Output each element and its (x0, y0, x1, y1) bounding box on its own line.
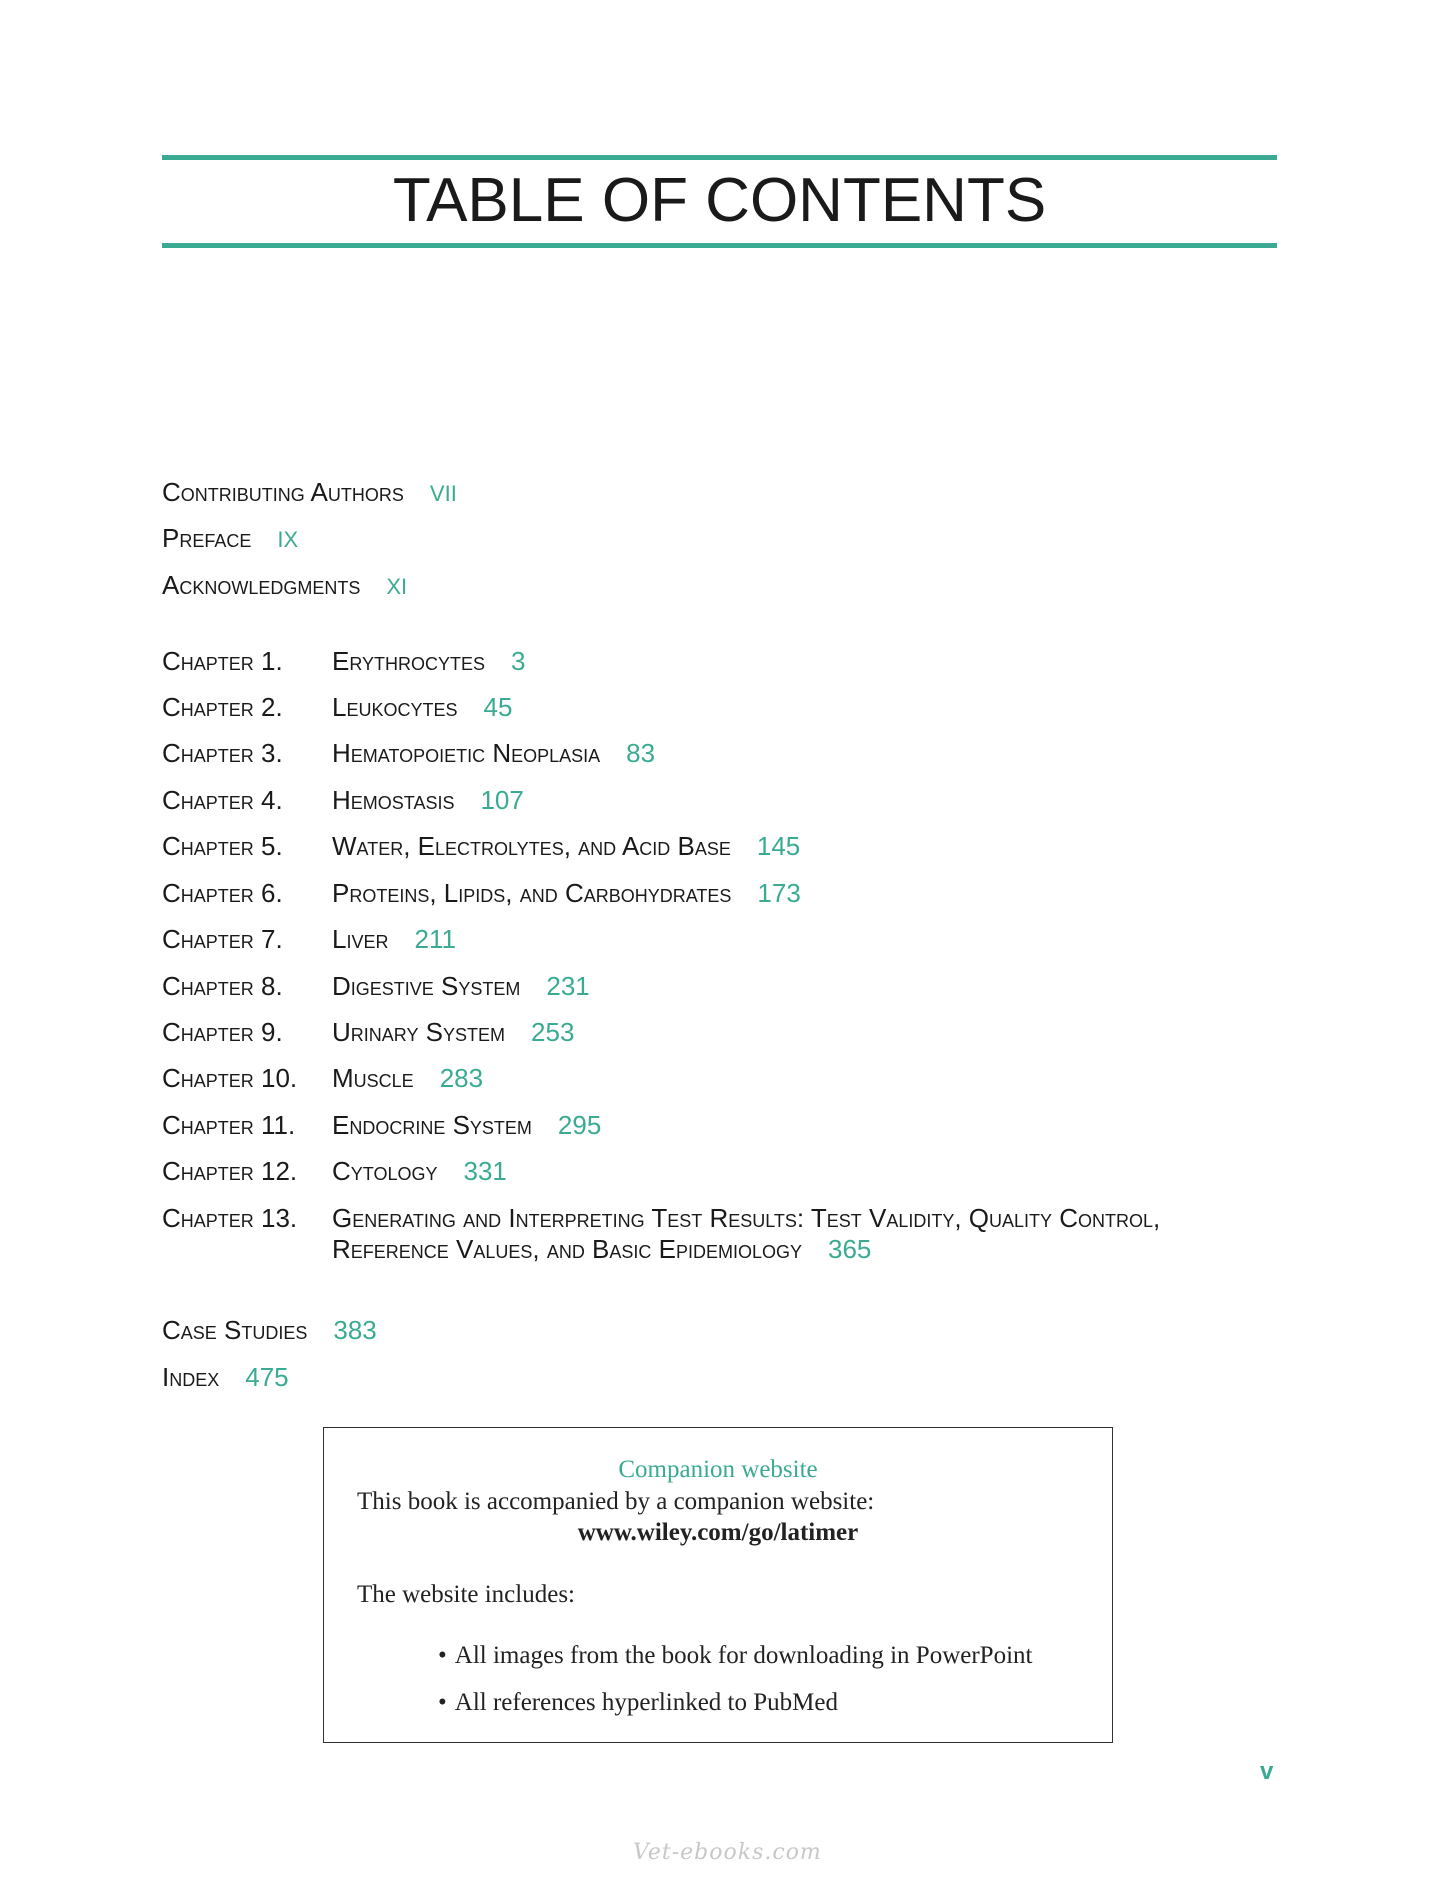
chapter-label: Chapter 7. (162, 924, 283, 954)
page-title: TABLE OF CONTENTS (392, 166, 1047, 235)
toc-entry-preface[interactable] (162, 522, 298, 556)
toc-entry-case-studies[interactable] (162, 1314, 377, 1346)
chapter-page: 45 (483, 692, 513, 722)
toc-entry-label: Case Studies (162, 1315, 308, 1345)
toc-entry-acknowledgments[interactable] (162, 569, 407, 603)
chapter-title: Hematopoietic Neoplasia (332, 738, 601, 768)
chapter-title: Liver (332, 924, 389, 954)
companion-title: Companion website (618, 1456, 818, 1483)
bullet-text: All references hyperlinked to PubMed (454, 1689, 838, 1716)
chapter-page: 295 (557, 1110, 602, 1140)
companion-bullet-item (438, 1642, 1032, 1670)
chapter-page: 3 (511, 646, 526, 676)
chapter-title: Muscle (332, 1063, 414, 1093)
toc-entry-label: Contributing Authors (162, 477, 404, 507)
chapter-title: Proteins, Lipids, and Carbohydrates (332, 878, 732, 908)
chapter-title-line-2: Reference Values, and Basic Epidemiology (332, 1234, 803, 1264)
chapter-label: Chapter 13. (162, 1203, 298, 1233)
toc-entry-index[interactable] (162, 1361, 289, 1393)
toc-entry-page: 383 (333, 1315, 377, 1345)
chapter-label: Chapter 2. (162, 692, 283, 722)
chapter-title: Urinary System (332, 1017, 506, 1047)
toc-entry-contributing-authors[interactable] (162, 476, 457, 510)
bullet-icon: • (438, 1642, 447, 1669)
chapter-label: Chapter 10. (162, 1063, 298, 1093)
bullet-text: All images from the book for downloading in PowerPoint (454, 1642, 1033, 1669)
chapter-title: Cytology (332, 1156, 438, 1186)
chapter-label: Chapter 5. (162, 831, 283, 861)
chapter-page: 83 (626, 738, 656, 768)
toc-entry-page: 475 (245, 1362, 289, 1392)
chapter-page: 331 (463, 1156, 507, 1186)
chapter-title: Hemostasis (332, 785, 455, 815)
chapter-page: 365 (828, 1234, 872, 1264)
bullet-icon: • (438, 1689, 447, 1716)
toc-entry-page: XI (386, 574, 408, 599)
companion-includes-label: The website includes: (357, 1581, 575, 1608)
chapter-title: Erythrocytes (332, 646, 486, 676)
page-number: v (1260, 1758, 1274, 1785)
chapter-title: Digestive System (332, 971, 521, 1001)
chapter-title-line-1: Generating and Interpreting Test Results: Test Validity, Quality Control, (332, 1203, 1161, 1233)
chapter-page: 231 (546, 971, 590, 1001)
chapter-label: Chapter 11. (162, 1110, 296, 1140)
chapter-page: 253 (531, 1017, 575, 1047)
chapter-label: Chapter 8. (162, 971, 283, 1001)
chapter-page: 283 (439, 1063, 484, 1093)
toc-entry-label: Index (162, 1362, 220, 1392)
chapter-label: Chapter 9. (162, 1017, 283, 1047)
chapter-page: 211 (414, 924, 456, 954)
companion-intro: This book is accompanied by a companion website: (357, 1488, 875, 1515)
companion-url-link[interactable]: www.wiley.com/go/latimer (577, 1519, 859, 1546)
watermark-logo: Vet-ebooks.com (633, 1840, 822, 1865)
title-rule-bottom (162, 243, 1277, 248)
companion-bullet-item (438, 1689, 838, 1717)
toc-entry-label: Preface (162, 523, 252, 553)
toc-entry-label: Acknowledgments (162, 570, 361, 600)
companion-website-box (323, 1427, 1113, 1743)
chapter-label: Chapter 6. (162, 878, 283, 908)
toc-entry-page: VII (429, 481, 457, 506)
chapter-label: Chapter 12. (162, 1156, 298, 1186)
title-rule-top (162, 155, 1277, 160)
chapter-page: 107 (480, 785, 524, 815)
chapter-title: Endocrine System (332, 1110, 532, 1140)
chapter-title: Leukocytes (332, 692, 458, 722)
toc-entry-page: IX (277, 527, 299, 552)
chapter-label: Chapter 4. (162, 785, 283, 815)
chapter-label: Chapter 1. (162, 646, 283, 676)
chapter-page: 173 (757, 878, 801, 908)
chapter-label: Chapter 3. (162, 738, 283, 768)
chapter-title: Water, Electrolytes, and Acid Base (332, 831, 731, 861)
chapter-page: 145 (756, 831, 801, 861)
